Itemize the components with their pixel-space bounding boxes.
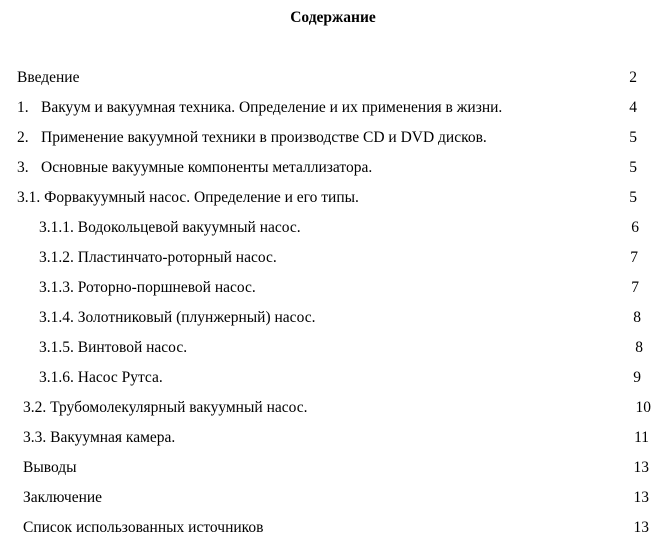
toc-entry-3[interactable] <box>17 158 637 178</box>
toc-entry-page: 8 <box>633 309 641 326</box>
toc-entry-label: Вакуум и вакуумная техника. Определение и их применения в жизни. <box>41 99 503 116</box>
toc-entry-label: 3.1.2. Пластинчато-роторный насос. <box>39 249 277 266</box>
toc-entry-label: Основные вакуумные компоненты металлизатора. <box>41 159 373 176</box>
toc-entry-closing[interactable] <box>23 488 649 508</box>
toc-entry-label: 3.1.3. Роторно-поршневой насос. <box>39 279 256 296</box>
toc-entry-page: 7 <box>630 249 638 266</box>
toc-entry-page: 9 <box>633 369 641 386</box>
toc-entry-label: Список использованных источников <box>23 519 264 536</box>
toc-entry-page: 2 <box>629 69 637 86</box>
toc-entry-page: 5 <box>629 189 637 206</box>
toc-entry-page: 13 <box>633 459 649 476</box>
toc-entry-3-1-5[interactable] <box>39 338 643 358</box>
toc-entry-3-1-1[interactable] <box>39 218 639 238</box>
toc-entry-2[interactable] <box>17 128 637 148</box>
toc-entry-references[interactable] <box>23 518 649 538</box>
toc-entry-label: Введение <box>17 69 80 86</box>
toc-entry-page: 4 <box>629 99 637 116</box>
toc-entry-label: 3.1. Форвакуумный насос. Определение и его типы. <box>17 189 359 206</box>
toc-entry-label: 3.1.6. Насос Рутса. <box>39 369 163 386</box>
toc-entry-3-1-3[interactable] <box>39 278 639 298</box>
toc-entry-label: 3.3. Вакуумная камера. <box>23 429 176 446</box>
toc-entry-conclusions[interactable] <box>23 458 649 478</box>
toc-entry-label: 3.1.1. Водокольцевой вакуумный насос. <box>39 219 301 236</box>
toc-entry-page: 6 <box>631 219 639 236</box>
toc-entry-page: 11 <box>634 429 649 446</box>
toc-entry-page: 5 <box>629 129 637 146</box>
toc-entry-page: 13 <box>633 489 649 506</box>
toc-entry-label: 3.1.5. Винтовой насос. <box>39 339 188 356</box>
toc-entry-number: 2. <box>17 129 29 146</box>
toc-entry-3-1[interactable] <box>17 188 637 208</box>
toc-entry-page: 8 <box>635 339 643 356</box>
toc-entry-page: 10 <box>635 399 651 416</box>
toc-entry-3-1-2[interactable] <box>39 248 638 268</box>
toc-entry-page: 13 <box>633 519 649 536</box>
toc-entry-label: Выводы <box>23 459 77 476</box>
toc-entry-3-1-6[interactable] <box>39 368 641 388</box>
toc-entry-page: 5 <box>629 159 637 176</box>
toc-entry-3-3[interactable] <box>23 428 649 448</box>
toc-entry-label: 3.2. Трубомолекулярный вакуумный насос. <box>23 399 308 416</box>
toc-entry-1[interactable] <box>17 98 637 118</box>
toc-entry-3-1-4[interactable] <box>39 308 641 328</box>
toc-entry-3-2[interactable] <box>23 398 651 418</box>
toc-entry-number: 3. <box>17 159 29 176</box>
toc-entry-page: 7 <box>631 279 639 296</box>
toc-entry-introduction[interactable] <box>17 68 637 88</box>
toc-entry-label: Заключение <box>23 489 103 506</box>
toc-entry-label: Применение вакуумной техники в производстве CD и DVD дисков. <box>41 129 487 146</box>
toc-entry-label: 3.1.4. Золотниковый (плунжерный) насос. <box>39 309 316 326</box>
toc-entry-number: 1. <box>17 99 29 116</box>
toc-title: Содержание <box>290 9 376 26</box>
